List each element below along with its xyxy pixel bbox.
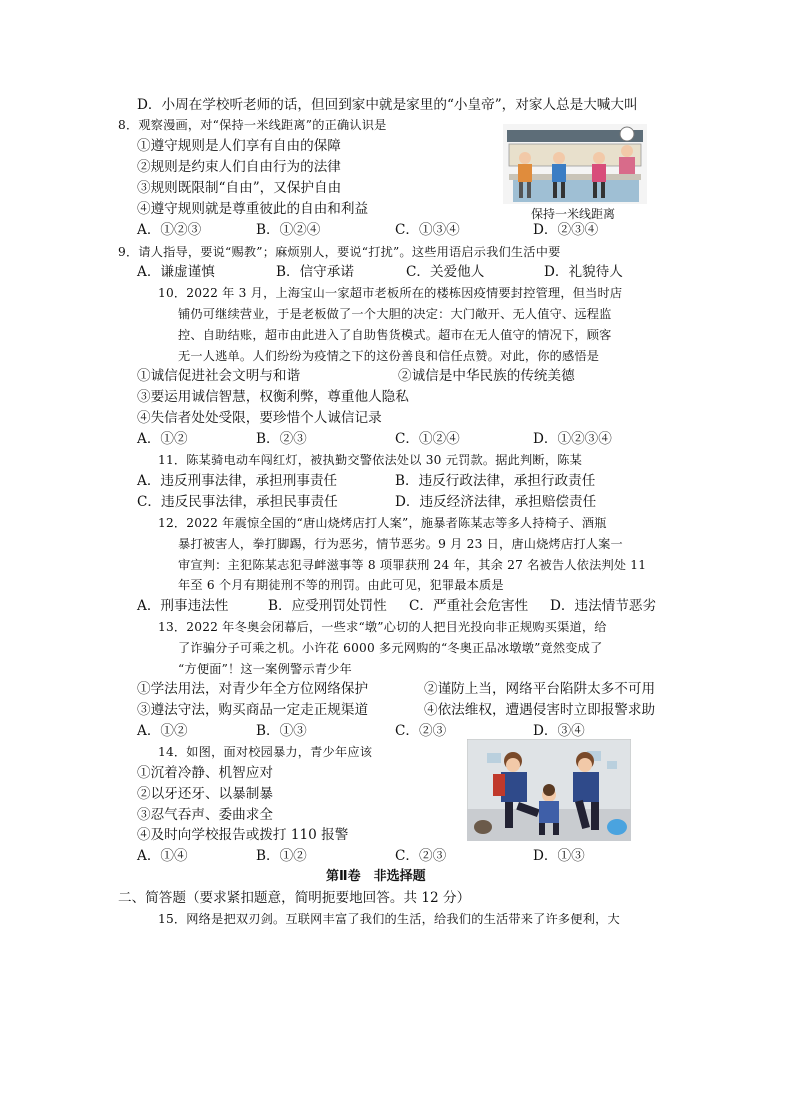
q9-option-a: A．谦虚谨慎 — [137, 264, 215, 280]
q8-item-4: ④遵守规则就是尊重彼此的自由和利益 — [137, 201, 369, 217]
q8-item-3: ③规则既限制“自由”，又保护自由 — [137, 180, 342, 196]
q8-option-a: A．①②③ — [137, 222, 202, 238]
q9-stem: 9．请人指导，要说“赐教”；麻烦别人，要说“打扰”。这些用语启示我们生活中要 — [118, 245, 561, 259]
school-violence-image — [467, 739, 631, 841]
q13-line-2: 了诈骗分子可乘之机。小许花 6000 多元网购的“冬奥正品冰墩墩”竟然变成了 — [178, 641, 603, 655]
q13-option-b: B．①③ — [256, 723, 307, 739]
q13-option-a: A．①② — [137, 723, 188, 739]
q9-option-d: D．礼貌待人 — [544, 264, 623, 280]
q12-line-1: 12．2022 年震惊全国的“唐山烧烤店打人案”，施暴者陈某志等多人持椅子、酒瓶 — [158, 516, 607, 530]
q8-option-c: C．①③④ — [395, 222, 460, 238]
q14-option-d: D．①③ — [533, 848, 585, 864]
q10-option-a: A．①② — [137, 431, 188, 447]
q8-figure-caption: 保持一米线距离 — [531, 207, 616, 221]
q13-option-c: C．②③ — [395, 723, 447, 739]
q11-option-d: D．违反经济法律，承担赔偿责任 — [395, 494, 597, 510]
q10-option-d: D．①②③④ — [533, 431, 612, 447]
q14-stem: 14．如图，面对校园暴力，青少年应该 — [158, 745, 373, 759]
q13-line-1: 13．2022 年冬奥会闭幕后，一些求“墩”心切的人把目光投向非正规购买渠道，给 — [158, 620, 607, 634]
q13-item-4: ④依法维权，遭遇侵害时立即报警求助 — [424, 702, 656, 718]
q14-item-2: ②以牙还牙、以暴制暴 — [137, 786, 273, 802]
q8-item-1: ①遵守规则是人们享有自由的保障 — [137, 138, 341, 154]
q12-line-3: 审宣判：主犯陈某志犯寻衅滋事等 8 项罪获刑 24 年，其余 27 名被告人依法判处 11 — [178, 558, 647, 572]
q10-line-1: 10．2022 年 3 月，上海宝山一家超市老板所在的楼栋因疫情要封控管理，但当时店 — [158, 286, 623, 300]
q15-stem: 15．网络是把双刃剑。互联网丰富了我们的生活，给我们的生活带来了许多便利，大 — [158, 912, 620, 926]
q14-option-b: B．①② — [256, 848, 307, 864]
q12-option-a: A．刑事违法性 — [137, 598, 229, 614]
q9-option-c: C．关爱他人 — [406, 264, 485, 280]
q12-option-b: B．应受刑罚处罚性 — [268, 598, 387, 614]
q10-item-4: ④失信者处处受限，要珍惜个人诚信记录 — [137, 410, 382, 426]
q7-option-d: D．小周在学校听老师的话，但回到家中就是家里的“小皇帝”，对家人总是大喊大叫 — [137, 97, 638, 113]
q10-item-1: ①诚信促进社会文明与和谐 — [137, 368, 301, 384]
section-heading: 二、简答题（要求紧扣题意，简明扼要地回答。共 12 分） — [118, 890, 471, 906]
q12-option-d: D．违法情节恶劣 — [550, 598, 657, 614]
q11-option-a: A．违反刑事法律，承担刑事责任 — [137, 473, 338, 489]
q10-line-4: 无一人逃单。人们纷纷为疫情之下的这份善良和信任点赞。对此，你的感悟是 — [178, 349, 600, 363]
q13-option-d: D．③④ — [533, 723, 585, 739]
q12-option-c: C．严重社会危害性 — [409, 598, 529, 614]
q13-item-1: ①学法用法，对青少年全方位网络保护 — [137, 681, 369, 697]
q10-option-b: B．②③ — [256, 431, 307, 447]
q10-item-2: ②诚信是中华民族的传统美德 — [398, 368, 575, 384]
q14-option-a: A．①④ — [137, 848, 188, 864]
q12-line-2: 暴打被害人，拳打脚踢，行为恶劣，情节恶劣。9 月 23 日，唐山烧烤店打人案一 — [178, 537, 623, 551]
q8-item-2: ②规则是约束人们自由行为的法律 — [137, 159, 341, 175]
q10-option-c: C．①②④ — [395, 431, 460, 447]
q8-option-d: D．②③④ — [533, 222, 599, 238]
q9-option-b: B．信守承诺 — [276, 264, 354, 280]
q12-line-4: 年至 6 个月有期徒刑不等的刑罚。由此可见，犯罪最本质是 — [178, 578, 504, 592]
q14-item-4: ④及时向学校报告或拨打 110 报警 — [137, 827, 349, 843]
q11-stem: 11．陈某骑电动车闯红灯，被执勤交警依法处以 30 元罚款。据此判断，陈某 — [158, 453, 582, 467]
q10-item-3: ③要运用诚信智慧，权衡利弊，尊重他人隐私 — [137, 389, 409, 405]
q10-line-2: 铺仍可继续营业，于是老板做了一个大胆的决定：大门敞开、无人值守、远程监 — [178, 307, 612, 321]
q13-line-3: “方便面”！这一案例警示青少年 — [178, 662, 352, 676]
q11-option-c: C．违反民事法律，承担民事责任 — [137, 494, 338, 510]
queue-cartoon-image — [503, 124, 647, 204]
q13-item-3: ③遵法守法，购买商品一定走正规渠道 — [137, 702, 369, 718]
q10-line-3: 控、自助结账，超市由此进入了自助售货模式。超市在无人值守的情况下，顾客 — [178, 328, 612, 342]
part2-title: 第Ⅱ卷 非选择题 — [326, 869, 426, 884]
q8-option-b: B．①②④ — [256, 222, 321, 238]
q14-option-c: C．②③ — [395, 848, 447, 864]
q14-item-3: ③忍气吞声、委曲求全 — [137, 807, 273, 823]
q8-stem: 8．观察漫画，对“保持一米线距离”的正确认识是 — [118, 118, 387, 132]
q14-item-1: ①沉着冷静、机智应对 — [137, 765, 273, 781]
q13-item-2: ②谨防上当，网络平台陷阱太多不可用 — [424, 681, 656, 697]
q11-option-b: B．违反行政法律，承担行政责任 — [395, 473, 596, 489]
